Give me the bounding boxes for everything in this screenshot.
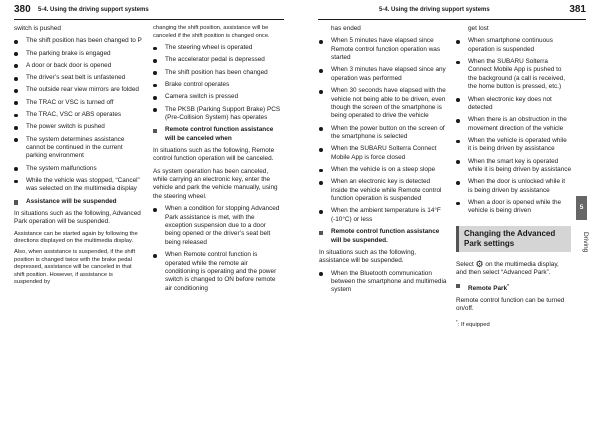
note: Also, when assistance is suspended, if the shift position is changed twice with the brake pedal depressed, assistance will be canceled in that shift position. However, if assistance is suspended by [14, 248, 136, 286]
bullet-item: When the vehicle is operated while it is being driven by assistance [456, 137, 571, 154]
bullet-icon [456, 202, 460, 206]
bullet-item: When the ambient temperature is 14°F (-10°C) or less [319, 207, 447, 224]
gear-icon: ⚙ [475, 258, 484, 269]
bullet-item: The TRAC, VSC or ABS operates [14, 111, 142, 119]
bullet-icon [456, 160, 460, 164]
bullet-item: Camera switch is pressed [153, 93, 282, 101]
footnote: *: If equipped [456, 318, 490, 328]
bullet-icon [319, 127, 323, 131]
bullet-icon [14, 89, 18, 93]
bullet-list [153, 44, 282, 122]
bullet-icon [153, 84, 157, 88]
bullet-icon [319, 169, 323, 173]
bullet-item: When electronic key does not detected [456, 96, 571, 113]
bullet-item: The accelerator pedal is depressed [153, 56, 282, 64]
continuation-text: has ended [331, 25, 361, 32]
bullet-icon [153, 96, 157, 100]
bullet-item: The power switch is pushed [14, 123, 142, 131]
paragraph: In situations such as the following, Advanced Park operation will be suspended. [14, 210, 141, 226]
bullet-item: When 5 minutes have elapsed since Remote control function operation was started [319, 37, 447, 62]
bullet-icon [456, 181, 460, 185]
note: Assistance can be started again by following the directions displayed on the multimedia display. [14, 230, 138, 245]
continuation-text: changing the shift position, assistance will be canceled if the shift position is changed once. [153, 25, 270, 39]
section-heading: Changing the Advanced Park settings [456, 226, 571, 252]
column-3 [319, 25, 447, 299]
right-page-number: 381 [569, 4, 586, 15]
settings-instruction: Select ⚙ on the multimedia display, and then select “Advanced Park”. [456, 258, 559, 277]
bullet-icon [14, 77, 18, 81]
bullet-item: The parking brake is engaged [14, 50, 142, 58]
subheading: Remote control function assistance will be suspended. [319, 228, 447, 245]
bullet-list [456, 37, 571, 216]
column-1 [14, 25, 142, 290]
bullet-icon [319, 272, 323, 276]
bullet-item: The shift position has been changed [153, 69, 282, 77]
bullet-icon [319, 90, 323, 94]
bullet-item: When the smart key is operated while it is being driven by assistance [456, 158, 571, 175]
bullet-icon [319, 210, 323, 214]
bullet-item: When the SUBARU Solterra Connect Mobile App is force closed [319, 145, 447, 162]
right-section-title: 5-4. Using the driving support systems [379, 7, 490, 13]
bullet-item: The driver’s seat belt is unfastened [14, 74, 142, 82]
paragraph: In situations such as the following, Remote control function operation will be canceled. [153, 146, 275, 163]
chapter-tab[interactable]: 5 [576, 196, 587, 220]
bullet-icon [14, 126, 18, 130]
bullet-list [319, 37, 447, 224]
bullet-list [153, 205, 282, 293]
continuation-text: switch is pushed [14, 25, 61, 32]
bullet-icon [319, 69, 323, 73]
bullet-item: The shift position has been changed to P [14, 37, 142, 45]
bullet-item: When there is an obstruction in the movement direction of the vehicle [456, 116, 571, 133]
bullet-icon [319, 148, 323, 152]
bullet-item: When 3 minutes have elapsed since any operation was performed [319, 66, 447, 83]
paragraph: Remote control function can be turned on/off. [456, 296, 565, 313]
column-4 [456, 25, 571, 332]
bullet-icon [153, 71, 157, 75]
square-bullet-icon [153, 129, 157, 133]
bullet-item: When the Bluetooth communication between the smartphone and multimedia system [319, 270, 447, 295]
bullet-icon [153, 108, 157, 112]
bullet-item: When 30 seconds have elapsed with the vehicle not being able to be driven, even though the screen of the smartphone is being operated to drive the vehicle [319, 87, 447, 121]
bullet-list [14, 37, 142, 194]
bullet-icon [319, 181, 323, 185]
bullet-item: Brake control operates [153, 81, 282, 89]
bullet-icon [319, 40, 323, 44]
bullet-icon [456, 119, 460, 123]
bullet-item: The system determines assistance cannot be continued in the current parking environment [14, 136, 142, 161]
subheading: Assistance will be suspended [14, 198, 142, 206]
bullet-item: While the vehicle was stopped, “Cancel” was selected on the multimedia display [14, 177, 142, 194]
bullet-item: When an electronic key is detected inside the vehicle while Remote control function operation is suspended [319, 178, 447, 203]
subheading: Remote Park* [456, 282, 571, 293]
bullet-icon [14, 101, 18, 105]
bullet-icon [456, 140, 460, 144]
bullet-item: When the SUBARU Solterra Connect Mobile App is pushed to the background (a call is received, the home button is pressed, etc.) [456, 58, 571, 92]
left-section-title: 5-4. Using the driving support systems [38, 7, 149, 13]
bullet-item: The steering wheel is operated [153, 44, 282, 52]
bullet-item: When the vehicle is on a steep slope [319, 166, 447, 174]
bullet-icon [456, 98, 460, 102]
bullet-icon [14, 52, 18, 56]
bullet-item: A door or back door is opened [14, 62, 142, 70]
bullet-list [319, 270, 447, 295]
paragraph: In situations such as the following, assistance will be suspended. [319, 248, 416, 265]
bullet-icon [14, 40, 18, 44]
bullet-item: The outside rear view mirrors are folded [14, 86, 142, 94]
bullet-icon [14, 64, 18, 68]
bullet-icon [456, 61, 460, 65]
left-page-header [14, 3, 284, 20]
bullet-item: The TRAC or VSC is turned off [14, 99, 142, 107]
bullet-item: When Remote control function is operated while the remote air conditioning is operating and the power switch is changed to ON before remote air conditioning [153, 251, 282, 293]
square-bullet-icon [456, 284, 460, 288]
left-page-number: 380 [14, 4, 31, 15]
bullet-item: The system malfunctions [14, 165, 142, 173]
bullet-icon [153, 254, 157, 258]
bullet-item: When the door is unlocked while it is being driven by assistance [456, 178, 571, 195]
paragraph: As system operation has been canceled, while carrying an electronic key, enter the vehicle and park the vehicle manually, using the steering wheel. [153, 167, 278, 200]
chapter-tab-label: Driving [582, 232, 589, 253]
bullet-item: When the power button on the screen of the smartphone is selected [319, 125, 447, 142]
bullet-icon [456, 40, 460, 44]
bullet-icon [153, 47, 157, 51]
bullet-item: When a condition for stopping Advanced Park assistance is met, with the exception suspension due to a door being opened or the driver’s seat belt being released [153, 205, 282, 247]
bullet-item: When smartphone continuous operation is suspended [456, 37, 571, 54]
bullet-icon [14, 167, 18, 171]
bullet-icon [14, 114, 18, 118]
bullet-icon [153, 59, 157, 63]
bullet-item: When a door is opened while the vehicle is being driven [456, 199, 571, 216]
continuation-text: get lost [468, 25, 489, 32]
bullet-icon [14, 138, 18, 142]
right-page-header [318, 3, 586, 20]
bullet-item: The PKSB (Parking Support Brake) PCS (Pre-Collision System) has operates [153, 106, 282, 123]
column-2 [153, 25, 282, 297]
bullet-icon [153, 208, 157, 212]
square-bullet-icon [319, 231, 323, 235]
square-bullet-icon [14, 200, 18, 204]
subheading: Remote control function assistance will be canceled when [153, 126, 282, 143]
bullet-icon [14, 180, 18, 184]
